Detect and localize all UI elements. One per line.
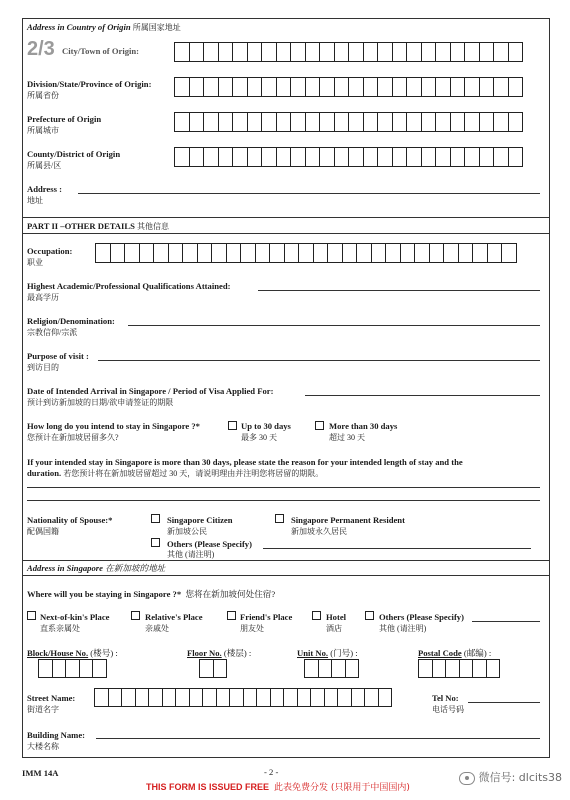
option-hotel-label: Hotel xyxy=(326,612,347,622)
option-next-of-kin-label-cn: 直系亲属处 xyxy=(40,624,80,633)
issued-free-notice: THIS FORM IS ISSUED FREE 此表免费分发 (只限用于中国国内) xyxy=(146,782,410,793)
province-label-cn: 所属省份 xyxy=(27,91,59,100)
reason-label-line2: duration. 若您预计将在新加坡居留超过 30 天，请说明理由并注明您将居留的期限。 xyxy=(27,468,324,478)
county-boxes[interactable] xyxy=(174,147,522,167)
where-label: Where will you be staying in Singapore ?* 您将在新加坡何处住宿? xyxy=(27,589,276,599)
char-box[interactable] xyxy=(189,147,205,167)
char-box[interactable] xyxy=(240,243,256,263)
divider xyxy=(22,217,550,218)
religion-label: Religion/Denomination: xyxy=(27,316,115,326)
char-box[interactable] xyxy=(378,688,393,707)
char-box[interactable] xyxy=(135,688,150,707)
char-box[interactable] xyxy=(232,112,248,132)
char-box[interactable] xyxy=(229,688,244,707)
char-box[interactable] xyxy=(450,112,466,132)
char-box[interactable] xyxy=(276,112,292,132)
char-box[interactable] xyxy=(464,77,480,97)
char-box[interactable] xyxy=(363,112,379,132)
char-box[interactable] xyxy=(406,42,422,62)
char-box[interactable] xyxy=(334,147,350,167)
char-box[interactable] xyxy=(276,77,292,97)
char-box[interactable] xyxy=(479,77,495,97)
char-box[interactable] xyxy=(464,112,480,132)
char-box[interactable] xyxy=(377,42,393,62)
char-box[interactable] xyxy=(305,112,321,132)
char-box[interactable] xyxy=(95,243,111,263)
char-box[interactable] xyxy=(479,147,495,167)
option-next-of-kin-label: Next-of-kin's Place xyxy=(40,612,110,622)
char-box[interactable] xyxy=(464,42,480,62)
char-box[interactable] xyxy=(182,243,198,263)
char-box[interactable] xyxy=(174,147,190,167)
char-box[interactable] xyxy=(432,659,447,678)
char-box[interactable] xyxy=(508,77,524,97)
reason-input-line2[interactable] xyxy=(27,500,540,501)
section-title-address-origin: Address in Country of Origin 所属国家地址 xyxy=(27,22,181,32)
char-box[interactable] xyxy=(197,243,213,263)
arrival-label: Date of Intended Arrival in Singapore / Period of Visa Applied For: xyxy=(27,386,274,396)
char-box[interactable] xyxy=(218,112,234,132)
char-box[interactable] xyxy=(479,112,495,132)
char-box[interactable] xyxy=(305,77,321,97)
char-box[interactable] xyxy=(377,147,393,167)
option-others-label-cn: 其他 (请注明) xyxy=(379,624,427,633)
char-box[interactable] xyxy=(261,147,277,167)
city-label: City/Town of Origin: xyxy=(62,46,140,56)
char-box[interactable] xyxy=(276,147,292,167)
char-box[interactable] xyxy=(247,147,263,167)
char-box[interactable] xyxy=(363,77,379,97)
stay-label-cn: 您预计在新加坡居留多久? xyxy=(27,433,119,442)
char-box[interactable] xyxy=(218,77,234,97)
address-label: Address : xyxy=(27,184,62,194)
arrival-label-cn: 预计到访新加坡的日期/欲申请签证的期限 xyxy=(27,398,174,407)
char-box[interactable] xyxy=(313,243,329,263)
char-box[interactable] xyxy=(479,42,495,62)
char-box[interactable] xyxy=(414,243,430,263)
char-box[interactable] xyxy=(243,688,258,707)
char-box[interactable] xyxy=(501,243,517,263)
char-box[interactable] xyxy=(38,659,53,678)
option-next-of-kin-checkbox[interactable] xyxy=(27,611,36,620)
char-box[interactable] xyxy=(348,77,364,97)
char-box[interactable] xyxy=(377,77,393,97)
unit-label: Unit No. (门号) : xyxy=(297,648,358,658)
purpose-label-cn: 到访目的 xyxy=(27,363,59,372)
prefecture-boxes[interactable] xyxy=(174,112,522,132)
block-label: Block/House No. (楼号) : xyxy=(27,648,118,658)
char-box[interactable] xyxy=(269,243,285,263)
char-box[interactable] xyxy=(421,147,437,167)
char-box[interactable] xyxy=(255,243,271,263)
more-than-30-label: More than 30 days xyxy=(329,421,398,431)
char-box[interactable] xyxy=(435,77,451,97)
spouse-label-cn: 配偶国籍 xyxy=(27,527,59,536)
char-box[interactable] xyxy=(508,147,524,167)
char-box[interactable] xyxy=(189,688,204,707)
char-box[interactable] xyxy=(202,688,217,707)
char-box[interactable] xyxy=(392,42,408,62)
divider xyxy=(22,560,550,561)
char-box[interactable] xyxy=(334,77,350,97)
char-box[interactable] xyxy=(203,112,219,132)
char-box[interactable] xyxy=(189,42,205,62)
char-box[interactable] xyxy=(203,147,219,167)
char-box[interactable] xyxy=(290,112,306,132)
char-box[interactable] xyxy=(247,42,263,62)
char-box[interactable] xyxy=(276,42,292,62)
prefecture-label: Prefecture of Origin xyxy=(27,114,102,124)
char-box[interactable] xyxy=(162,688,177,707)
option-relative-label: Relative's Place xyxy=(145,612,203,622)
char-box[interactable] xyxy=(337,688,352,707)
char-box[interactable] xyxy=(348,147,364,167)
reason-label: If your intended stay in Singapore is more than 30 days, please state the reason for your intended length of stay and the xyxy=(27,457,463,467)
spouse-citizen-checkbox[interactable] xyxy=(151,514,160,523)
more-than-30-checkbox[interactable] xyxy=(315,421,324,430)
char-box[interactable] xyxy=(213,659,228,678)
postal-label: Postal Code (邮编) : xyxy=(418,648,492,658)
char-box[interactable] xyxy=(79,659,94,678)
char-box[interactable] xyxy=(211,243,227,263)
char-box[interactable] xyxy=(232,42,248,62)
char-box[interactable] xyxy=(421,42,437,62)
postal-boxes[interactable] xyxy=(418,659,499,679)
street-label: Street Name: xyxy=(27,693,76,703)
char-box[interactable] xyxy=(261,112,277,132)
purpose-label: Purpose of visit : xyxy=(27,351,89,361)
char-box[interactable] xyxy=(459,659,474,678)
char-box[interactable] xyxy=(364,688,379,707)
divider xyxy=(22,233,550,234)
spouse-citizen-label: Singapore Citizen xyxy=(167,515,233,525)
stay-label: How long do you intend to stay in Singapore ?* xyxy=(27,421,200,431)
char-box[interactable] xyxy=(418,659,433,678)
tel-label-cn: 电话号码 xyxy=(432,705,464,714)
char-box[interactable] xyxy=(487,243,503,263)
char-box[interactable] xyxy=(334,42,350,62)
char-box[interactable] xyxy=(327,243,343,263)
spouse-pr-label: Singapore Permanent Resident xyxy=(291,515,405,525)
char-box[interactable] xyxy=(464,147,480,167)
religion-label-cn: 宗教信仰/宗派 xyxy=(27,328,78,337)
char-box[interactable] xyxy=(363,42,379,62)
char-box[interactable] xyxy=(435,112,451,132)
spouse-others-label-cn: 其他 (请注明) xyxy=(167,550,215,559)
char-box[interactable] xyxy=(493,42,509,62)
unit-boxes[interactable] xyxy=(304,659,358,679)
street-label-cn: 街道名字 xyxy=(27,705,59,714)
char-box[interactable] xyxy=(324,688,339,707)
char-box[interactable] xyxy=(400,243,416,263)
option-others-input[interactable] xyxy=(472,621,540,622)
up-to-30-label-cn: 最多 30 天 xyxy=(241,433,277,442)
char-box[interactable] xyxy=(486,659,501,678)
char-box[interactable] xyxy=(406,77,422,97)
qualifications-label: Highest Academic/Professional Qualifications Attained: xyxy=(27,281,231,291)
char-box[interactable] xyxy=(348,42,364,62)
char-box[interactable] xyxy=(406,112,422,132)
char-box[interactable] xyxy=(121,688,136,707)
page-watermark: 2/3 xyxy=(27,38,55,60)
char-box[interactable] xyxy=(174,42,190,62)
char-box[interactable] xyxy=(290,147,306,167)
floor-boxes[interactable] xyxy=(199,659,226,679)
option-hotel-checkbox[interactable] xyxy=(312,611,321,620)
page-number: - 2 - xyxy=(264,767,279,777)
char-box[interactable] xyxy=(331,659,346,678)
char-box[interactable] xyxy=(52,659,67,678)
char-box[interactable] xyxy=(108,688,123,707)
char-box[interactable] xyxy=(348,112,364,132)
spouse-pr-label-cn: 新加坡永久居民 xyxy=(291,527,347,536)
spouse-label: Nationality of Spouse:* xyxy=(27,515,113,525)
char-box[interactable] xyxy=(392,112,408,132)
province-boxes[interactable] xyxy=(174,77,522,97)
occupation-label: Occupation: xyxy=(27,246,73,256)
option-friend-label: Friend's Place xyxy=(240,612,293,622)
char-box[interactable] xyxy=(247,112,263,132)
char-box[interactable] xyxy=(153,243,169,263)
arrival-input[interactable] xyxy=(305,395,540,396)
char-box[interactable] xyxy=(319,147,335,167)
char-box[interactable] xyxy=(392,77,408,97)
char-box[interactable] xyxy=(216,688,231,707)
char-box[interactable] xyxy=(450,147,466,167)
qualifications-label-cn: 最高学历 xyxy=(27,293,59,302)
char-box[interactable] xyxy=(305,42,321,62)
religion-input[interactable] xyxy=(128,325,540,326)
char-box[interactable] xyxy=(203,42,219,62)
char-box[interactable] xyxy=(232,147,248,167)
char-box[interactable] xyxy=(232,77,248,97)
char-box[interactable] xyxy=(261,42,277,62)
char-box[interactable] xyxy=(472,659,487,678)
spouse-citizen-label-cn: 新加坡公民 xyxy=(167,527,207,536)
char-box[interactable] xyxy=(203,77,219,97)
char-box[interactable] xyxy=(218,42,234,62)
char-box[interactable] xyxy=(310,688,325,707)
char-box[interactable] xyxy=(319,42,335,62)
char-box[interactable] xyxy=(508,112,524,132)
char-box[interactable] xyxy=(304,659,319,678)
floor-label: Floor No. (楼层) : xyxy=(187,648,252,658)
option-others-label: Others (Please Specify) xyxy=(379,612,464,622)
address-input[interactable] xyxy=(78,193,540,194)
char-box[interactable] xyxy=(189,77,205,97)
char-box[interactable] xyxy=(174,112,190,132)
char-box[interactable] xyxy=(218,147,234,167)
char-box[interactable] xyxy=(92,659,107,678)
char-box[interactable] xyxy=(345,659,360,678)
option-relative-label-cn: 亲戚处 xyxy=(145,624,169,633)
address-label-cn: 地址 xyxy=(27,196,43,205)
char-box[interactable] xyxy=(443,243,459,263)
up-to-30-checkbox[interactable] xyxy=(228,421,237,430)
option-hotel-label-cn: 酒店 xyxy=(326,624,342,633)
char-box[interactable] xyxy=(283,688,298,707)
option-friend-label-cn: 朋友处 xyxy=(240,624,264,633)
spouse-pr-checkbox[interactable] xyxy=(275,514,284,523)
up-to-30-label: Up to 30 days xyxy=(241,421,291,431)
char-box[interactable] xyxy=(472,243,488,263)
char-box[interactable] xyxy=(226,243,242,263)
char-box[interactable] xyxy=(356,243,372,263)
part2-title: PART II –OTHER DETAILS 其他信息 xyxy=(27,221,170,231)
option-others-checkbox[interactable] xyxy=(365,611,374,620)
char-box[interactable] xyxy=(148,688,163,707)
char-box[interactable] xyxy=(363,147,379,167)
char-box[interactable] xyxy=(435,147,451,167)
section-title-address-sg: Address in Singapore 在新加坡的地址 xyxy=(27,563,166,573)
char-box[interactable] xyxy=(385,243,401,263)
char-box[interactable] xyxy=(305,147,321,167)
block-boxes[interactable] xyxy=(38,659,106,679)
char-box[interactable] xyxy=(334,112,350,132)
occupation-label-cn: 职业 xyxy=(27,258,43,267)
spouse-others-checkbox[interactable] xyxy=(151,538,160,547)
purpose-input[interactable] xyxy=(98,360,540,361)
char-box[interactable] xyxy=(256,688,271,707)
char-box[interactable] xyxy=(175,688,190,707)
city-boxes[interactable] xyxy=(174,42,522,62)
char-box[interactable] xyxy=(493,77,509,97)
char-box[interactable] xyxy=(297,688,312,707)
char-box[interactable] xyxy=(351,688,366,707)
char-box[interactable] xyxy=(493,147,509,167)
char-box[interactable] xyxy=(435,42,451,62)
char-box[interactable] xyxy=(493,112,509,132)
char-box[interactable] xyxy=(342,243,358,263)
char-box[interactable] xyxy=(319,112,335,132)
char-box[interactable] xyxy=(199,659,214,678)
char-box[interactable] xyxy=(421,77,437,97)
char-box[interactable] xyxy=(139,243,155,263)
spouse-others-input[interactable] xyxy=(263,548,531,549)
char-box[interactable] xyxy=(290,77,306,97)
char-box[interactable] xyxy=(247,77,263,97)
char-box[interactable] xyxy=(450,42,466,62)
building-input[interactable] xyxy=(96,738,540,739)
char-box[interactable] xyxy=(124,243,140,263)
char-box[interactable] xyxy=(377,112,393,132)
prefecture-label-cn: 所属城市 xyxy=(27,126,59,135)
province-label: Division/State/Province of Origin: xyxy=(27,79,152,89)
char-box[interactable] xyxy=(429,243,445,263)
county-label-cn: 所属县/区 xyxy=(27,161,62,170)
occupation-boxes[interactable] xyxy=(95,243,516,263)
char-box[interactable] xyxy=(168,243,184,263)
char-box[interactable] xyxy=(290,42,306,62)
char-box[interactable] xyxy=(421,112,437,132)
char-box[interactable] xyxy=(450,77,466,97)
divider xyxy=(22,575,550,576)
char-box[interactable] xyxy=(174,77,190,97)
char-box[interactable] xyxy=(189,112,205,132)
char-box[interactable] xyxy=(318,659,333,678)
street-boxes[interactable] xyxy=(94,688,391,708)
wechat-watermark: 微信号: dlcits38 xyxy=(459,769,562,785)
county-label: County/District of Origin xyxy=(27,149,121,159)
more-than-30-label-cn: 超过 30 天 xyxy=(329,433,365,442)
char-box[interactable] xyxy=(110,243,126,263)
char-box[interactable] xyxy=(458,243,474,263)
option-friend-checkbox[interactable] xyxy=(227,611,236,620)
qualifications-input[interactable] xyxy=(258,290,540,291)
char-box[interactable] xyxy=(319,77,335,97)
char-box[interactable] xyxy=(406,147,422,167)
char-box[interactable] xyxy=(270,688,285,707)
tel-label: Tel No: xyxy=(432,693,459,703)
char-box[interactable] xyxy=(392,147,408,167)
char-box[interactable] xyxy=(508,42,524,62)
char-box[interactable] xyxy=(445,659,460,678)
building-label: Building Name: xyxy=(27,730,86,740)
char-box[interactable] xyxy=(261,77,277,97)
char-box[interactable] xyxy=(94,688,109,707)
char-box[interactable] xyxy=(371,243,387,263)
form-id: IMM 14A xyxy=(22,768,59,778)
char-box[interactable] xyxy=(65,659,80,678)
spouse-others-label: Others (Please Specify) xyxy=(167,539,252,549)
wechat-icon xyxy=(459,772,475,785)
option-relative-checkbox[interactable] xyxy=(131,611,140,620)
reason-input-line1[interactable] xyxy=(27,487,540,488)
char-box[interactable] xyxy=(284,243,300,263)
tel-input[interactable] xyxy=(468,702,540,703)
building-label-cn: 大楼名称 xyxy=(27,742,59,751)
char-box[interactable] xyxy=(298,243,314,263)
